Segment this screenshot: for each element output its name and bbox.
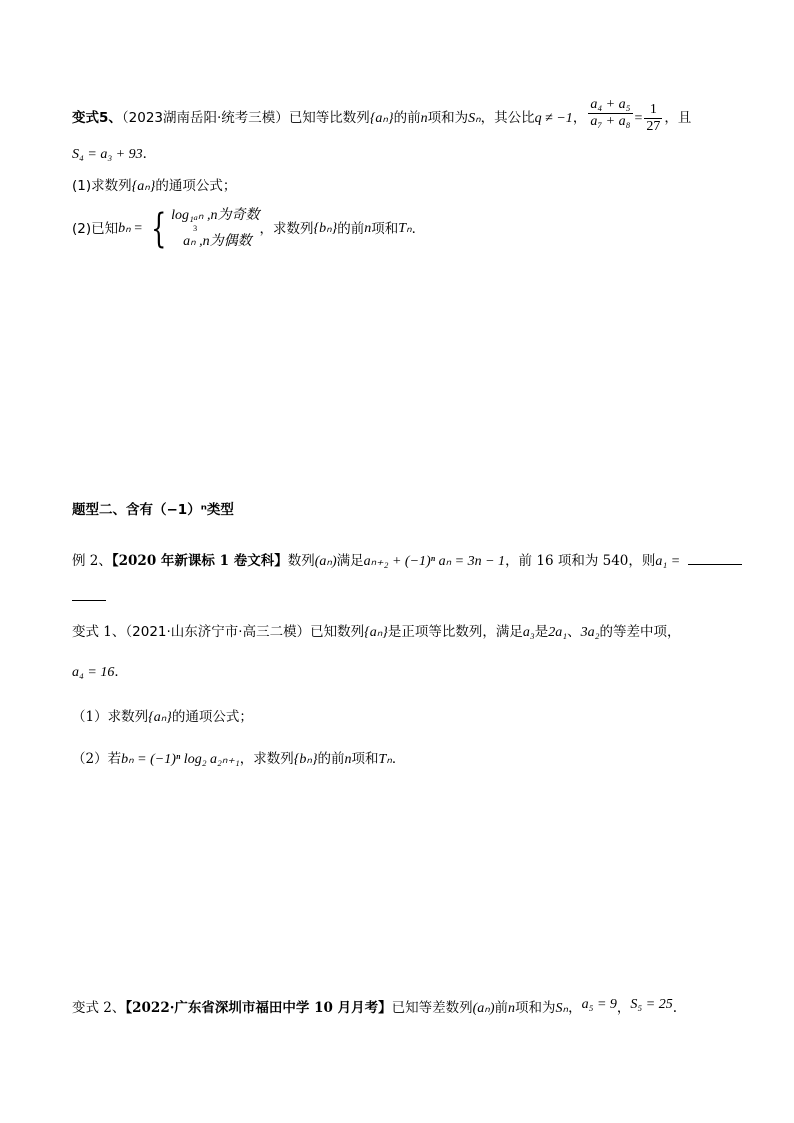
v5-end: ． [142,146,157,162]
v1-text2: 是正项等比数列，满足 [387,624,523,640]
v2-cond2: S₅ = 25 [630,997,673,1012]
v1-2a1: 2a₁ [548,625,568,640]
v1-q1 [72,707,253,728]
v1-end: ． [114,664,128,680]
v1-a3: a₃ [522,625,535,640]
v1-source: （2021·山东济宁市·高三二模） [125,624,311,640]
v5-frac-val-den: 27 [646,119,661,134]
v5-q1-an-set: {aₙ} [131,179,156,194]
answer-blank-continuation [72,600,106,601]
v5-q2-text3: 的前 [337,221,365,237]
v1-q2 [72,749,405,770]
v2-source: 【2022·广东省深圳市福田中学 10 月月考】 [125,1000,392,1016]
v1-text1: 已知数列 [310,624,365,640]
v2-text2: 前 [494,1000,509,1016]
v5-q2-bn-set: {bₙ} [313,221,338,236]
v5-q2-text4: 项和 [371,221,399,237]
ex2-label: 例 2、 [72,553,112,569]
v5-text1: 已知等比数列 [288,110,370,126]
ex2-source: 【2020 年新课标 1 卷文科】 [111,553,288,569]
v5-q2-end: ． [411,221,426,237]
ex2-text3: ，前 16 项和为 540，则 [505,553,656,569]
ex2-ans: a₁ = [655,554,681,569]
v5-n: n [420,111,428,126]
v5-q1-text2: 的通项公式； [155,178,237,194]
v5-text6: ，且 [664,110,692,126]
v2-text1: 已知等差数列 [391,1000,473,1016]
v5-text3: 项和为 [427,110,469,126]
v5-label: 变式5、 [72,110,122,126]
v5-q1-label: (1) [72,178,92,194]
v5-q2-cases [171,207,259,251]
v5-text2: 的前 [393,110,421,126]
v1-q2-end: ． [391,751,406,767]
v1-3a2: 3a₂ [580,625,600,640]
v1-text3: 是 [534,624,549,640]
v1-q1-text2: 的通项公式； [171,709,253,725]
v5-q-cond: q ≠ −1 [534,111,573,126]
ex2-formula: aₙ₊₂ + (−1)ⁿ aₙ = 3n − 1 [363,554,506,569]
v5-q1-text: 求数列 [91,178,132,194]
v1-line-1 [72,622,681,643]
v5-frac-num: a₄ + a₅ [590,97,631,112]
v1-an-set: {aₙ} [364,625,388,640]
v5-frac-value [644,102,662,135]
v5-q1 [72,176,236,197]
v5-q2: (2)已知bₙ = { log₁ₐₙ ,n为奇数 3 aₙ ,n为偶数 ，求数列{bₙ}的前n项和Tₙ． [72,206,426,252]
v1-label: 变式 1、 [72,624,126,640]
v5-q2-case1: log₁ₐₙ ,n为奇数 [171,208,260,223]
v5-Sn: Sₙ [468,111,481,126]
ex2-an-paren: (aₙ) [314,554,337,569]
v5-q2-label: (2) [72,221,92,237]
v5-source: （2023湖南岳阳·统考三模） [121,110,289,126]
v2-label: 变式 2、 [72,1000,126,1016]
v1-q2-text3: 的前 [317,751,345,767]
v1-line-2 [72,662,128,683]
v5-q2-bn: bₙ [118,221,131,236]
v5-q2-case1-base: 3 [193,224,198,233]
v5-an-set: {aₙ} [369,111,394,126]
v1-q1-an-set: {aₙ} [148,710,172,725]
ex2-text2: 满足 [336,553,364,569]
v5-q2-text2: ，求数列 [259,221,314,237]
v5-q2-case2: aₙ ,n为偶数 [183,234,252,249]
v1-q2-text: （2）若 [72,751,122,767]
v5-line-2 [72,144,156,165]
v2-Sn: Sₙ [555,1001,569,1016]
v1-text5: 的等差中项， [599,624,681,640]
v5-q2-text: 已知 [91,221,119,237]
v1-q1-text: （1）求数列 [72,709,149,725]
ex2-text1: 数列 [287,553,315,569]
v5-frac-val-num: 1 [644,102,662,119]
v5-text4: ，其公比 [480,110,535,126]
v2-sep2: ， [616,1000,631,1016]
v5-line-1 [72,97,692,135]
v1-q2-formula: bₙ = (−1)ⁿ log₂ a₂ₙ₊₁ [121,752,240,767]
v1-q2-n: n [344,752,352,767]
v5-q2-Tn: Tₙ [398,221,412,236]
v1-cond: a₄ = 16 [72,665,115,680]
answer-blank [688,550,742,565]
v2-sep1: ， [568,1000,582,1016]
v5-fraction [588,97,632,130]
v5-text5: ， [572,110,587,126]
v2-line [72,998,677,1019]
v5-frac-den: a₇ + a₈ [590,114,631,129]
v2-an-paren: (aₙ) [472,1001,495,1016]
v2-cond1: a₅ = 9 [581,997,617,1012]
section-2-title: 题型二、含有（−1）ⁿ类型 [72,502,234,518]
v5-q2-n: n [364,221,372,236]
v2-text3: 项和为 [515,1000,556,1016]
v1-q2-bn-set: {bₙ} [293,752,318,767]
v1-q2-text2: ，求数列 [239,751,294,767]
ex2-line [72,550,742,572]
v1-q2-Tn: Tₙ [378,752,392,767]
v5-frac-eq: = [634,111,643,126]
left-brace: { [150,206,166,252]
v1-text4: 、 [567,624,581,640]
v2-n: n [508,1001,516,1016]
v2-end: . [672,1000,678,1016]
v1-q2-text4: 项和 [351,751,379,767]
v5-cond2: S₄ = a₃ + 93 [72,147,143,162]
